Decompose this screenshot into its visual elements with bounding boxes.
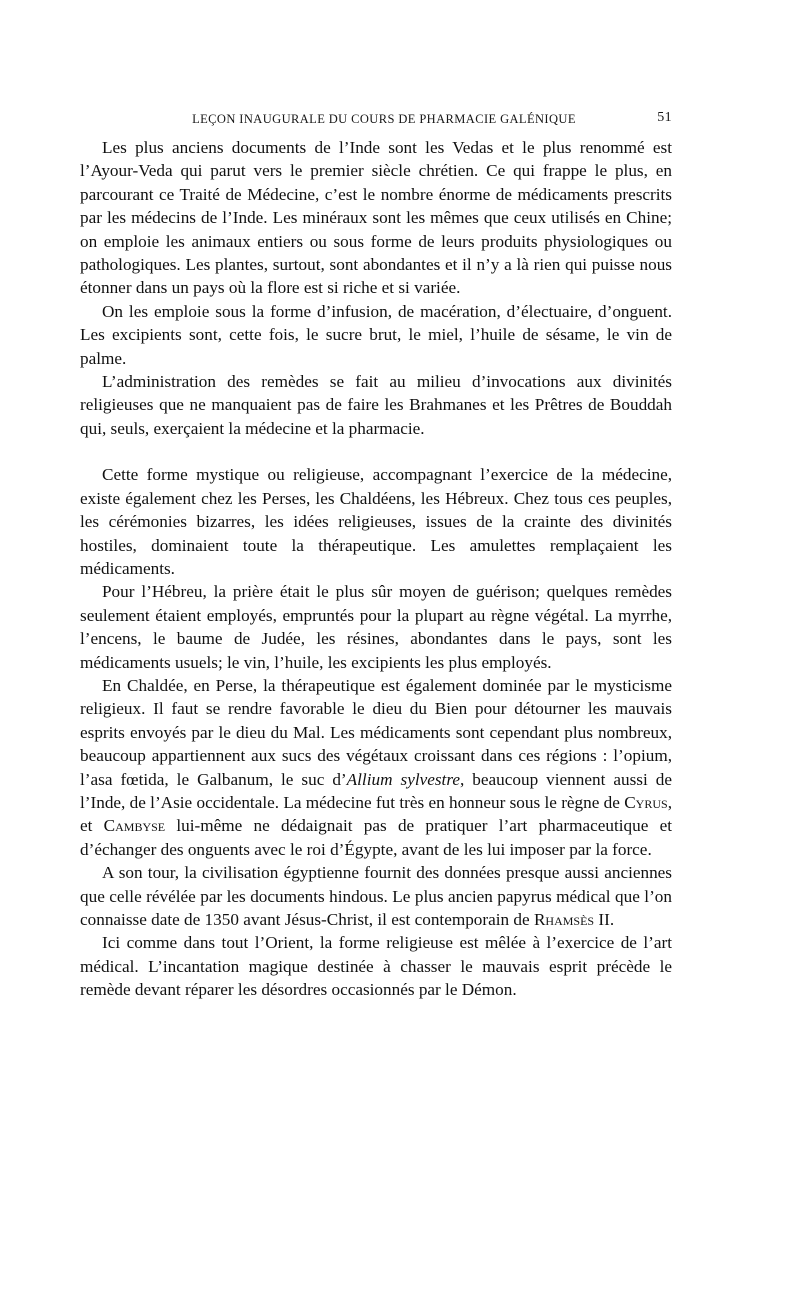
paragraph-chaldee-perse — [80, 674, 672, 861]
running-title: LEÇON INAUGURALE DU COURS DE PHARMACIE GALÉNIQUE — [192, 112, 576, 126]
page-number: 51 — [657, 110, 672, 125]
paragraph-infusion: On les emploie sous la forme d’infusion, de macération, d’électuaire, d’onguent. Les excipients sont, cette fois, le sucre brut, le miel, l’huile de sésame, le vin de palme. — [80, 301, 672, 368]
book-page — [80, 112, 672, 1002]
paragraph-inde-vedas: Les plus anciens documents de l’Inde sont les Vedas et le plus renommé est l’Ayour-Veda qui parut vers le premier siècle chrétien. Ce qui frappe le plus, en parcourant ce Traité de Médecine, c’est le nombre énorme de médicaments prescrits par les médecins de l’Inde. Les minéraux sont les mêmes que ceux utilisés en Chine; on emploie les animaux entiers ou sous forme de leurs produits physiologiques ou pathologiques. Les plantes, surtout, sont abondantes et il n’y a là rien qui puisse nous étonner dans un pays où la flore est si riche et si variée. — [80, 138, 672, 298]
italic-species-name: Allium sylvestre — [346, 769, 460, 789]
text-run: lui-même ne dédaignait pas de pratiquer l’art pharmaceutique et d’échanger des onguents avec le roi d’Égypte, avant de les lui imposer par la force. — [80, 816, 672, 859]
paragraph-orient: Ici comme dans tout l’Orient, la forme religieuse est mêlée à l’exercice de l’art médical. L’incantation magique destinée à chasser le mauvais esprit précède le remède devant réparer les désordres occasionnés par le Démon. — [80, 933, 672, 1000]
paragraph-hebreu: Pour l’Hébreu, la prière était le plus sûr moyen de guérison; quelques remèdes seulement étaient employés, empruntés pour la plupart au règne végétal. La myrrhe, l’encens, le baume de Judée, les résines, abondantes dans le pays, sont les médicaments usuels; le vin, l’huile, les excipients les plus employés. — [80, 582, 672, 672]
body-text — [80, 136, 672, 1002]
text-run: , beaucoup viennent aussi de l’Inde, de l’Asie occidentale. La médecine fut très en honneur sous le règne de — [80, 769, 672, 812]
text-run: A son tour, la civilisation égyptienne fournit des données presque aussi anciennes que celle révélée par les documents hindous. Le plus ancien papyrus médical que l’on connaisse date de 1350 avant Jésus-Christ, il est contemporain de — [80, 863, 672, 929]
text-run: II. — [594, 910, 615, 929]
paragraph-forme-mystique: Cette forme mystique ou religieuse, accompagnant l’exercice de la médecine, existe également chez les Perses, les Chaldéens, les Hébreux. Chez tous ces peuples, les cérémonies bizarres, les idées religieuses, issues de la crainte des divinités hostiles, dominaient toute la thérapeutique. Les amulettes remplaçaient les médicaments. — [80, 465, 672, 578]
name-cambyse: Cambyse — [103, 816, 166, 836]
name-cyrus: Cyrus — [624, 792, 668, 812]
paragraph-egypte — [80, 861, 672, 931]
running-head — [80, 112, 672, 136]
text-run: En Chaldée, en Perse, la thérapeutique est également dominée par le mysticisme religieux. Il faut se rendre favorable le dieu du Bien pour détourner les mauvais esprits envoyés par le dieu du Mal. Les médicaments sont cependant plus nombreux, beaucoup appartiennent aux sucs des végétaux croissant dans ces régions : l’opium, l’asa fœtida, le Galbanum, le suc d’ — [80, 675, 672, 789]
paragraph-administration: L’administration des remèdes se fait au milieu d’invocations aux divinités religieuses que ne manquaient pas de faire les Brahmanes et les Prêtres de Bouddah qui, seuls, exerçaient la médecine et la pharmacie. — [80, 372, 672, 438]
text-run: , et — [80, 792, 672, 836]
name-rhamses: Rhamsès — [533, 910, 595, 929]
